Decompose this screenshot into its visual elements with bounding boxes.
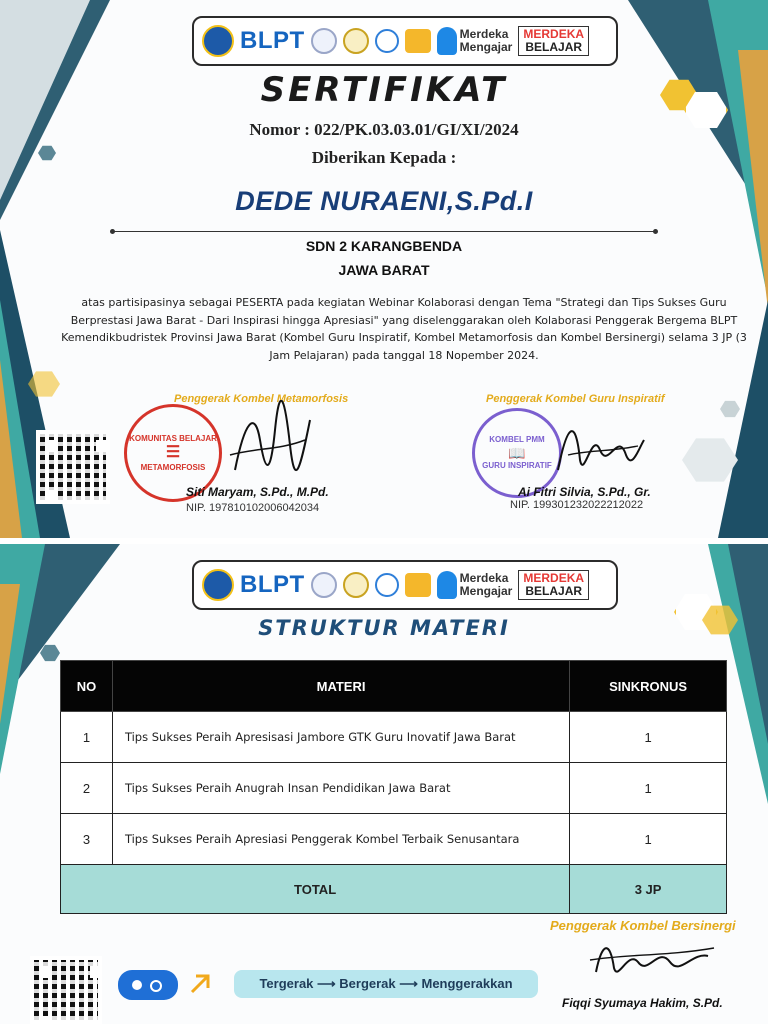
row-materi: Tips Sukses Peraih Apresisasi Jambore GTK Guru Inovatif Jawa Barat (112, 712, 569, 763)
recipient-name: DEDE NURAENI,S.Pd.I (235, 186, 533, 216)
province-name: JAWA BARAT (338, 262, 430, 278)
signature-2 (548, 410, 648, 490)
kombel-logo-1 (311, 28, 337, 54)
row-materi: Tips Sukses Peraih Anugrah Insan Pendidikan Jawa Barat (112, 763, 569, 814)
certificate-number: Nomor : 022/PK.03.03.01/GI/XI/2024 (249, 120, 519, 139)
row-no: 3 (61, 814, 113, 865)
materi-page (0, 544, 768, 1024)
logo-bar-2 (192, 560, 618, 610)
table-header-row (61, 661, 727, 712)
total-row (61, 865, 727, 914)
kombel-logo-2 (343, 572, 369, 598)
tut-wuri-handayani-logo (202, 569, 234, 601)
merdeka-mengajar-logo: Merdeka Mengajar (437, 27, 513, 55)
signature-1 (225, 400, 315, 482)
column-header-no: NO (61, 661, 113, 712)
total-label: TOTAL (61, 865, 570, 914)
column-header-materi: MATERI (112, 661, 569, 712)
row-sinkronus: 1 (570, 712, 727, 763)
kombel-logo-1 (311, 572, 337, 598)
signatory-3-name: Fiqqi Syumaya Hakim, S.Pd. (562, 996, 723, 1010)
signatory-2-role: Penggerak Kombel Guru Inspiratif (486, 393, 665, 405)
struktur-materi-title: STRUKTUR MATERI (258, 616, 510, 640)
materi-table (60, 660, 727, 914)
qr-code-2[interactable] (30, 956, 102, 1024)
kombel-logo-3 (375, 29, 399, 53)
merdeka-mengajar-icon (437, 571, 457, 599)
qr-code[interactable] (36, 430, 110, 504)
row-materi: Tips Sukses Peraih Apresiasi Penggerak Kombel Terbaik Senusantara (112, 814, 569, 865)
total-value: 3 JP (570, 865, 727, 914)
row-no: 2 (61, 763, 113, 814)
table-row (61, 712, 727, 763)
row-no: 1 (61, 712, 113, 763)
tut-wuri-handayani-logo (202, 25, 234, 57)
kombel-logo-2 (343, 28, 369, 54)
kombel-logo-4 (405, 29, 431, 53)
blpt-logo: BLPT (240, 571, 305, 598)
signatory-1-role: Penggerak Kombel Metamorfosis (174, 393, 349, 405)
kombel-logo-4 (405, 573, 431, 597)
blpt-logo: BLPT (240, 27, 305, 54)
certificate-title: SERTIFIKAT (260, 70, 508, 110)
kombel-logo-3 (375, 573, 399, 597)
logo-bar (192, 16, 618, 66)
slogan-banner: Tergerak ⟶ Bergerak ⟶ Menggerakkan (234, 970, 538, 998)
school-name: SDN 2 KARANGBENDA (305, 238, 463, 254)
merdeka-belajar-logo: MERDEKA BELAJAR (518, 26, 589, 55)
table-row (61, 814, 727, 865)
signatory-1-nip: NIP. 197810102006042034 (186, 502, 320, 514)
signatory-1-name: Siti Maryam, S.Pd., M.Pd. (186, 485, 329, 499)
merdeka-mengajar-logo: Merdeka Mengajar (437, 571, 513, 599)
signature-3 (588, 932, 718, 992)
arrow-up-right-icon (188, 972, 212, 996)
toggle-icon (118, 970, 178, 1000)
certificate-body: atas partisipasinya sebagai PESERTA pada kegiatan Webinar Kolaborasi dengan Tema "Strategi dan Tips Sukses Guru Berprestasi Jawa Barat - Dari Inspirasi hingga Apresiasi" yang diselenggarakan oleh Kolaborasi Penggerak Bergema BLPT Kemendikbudristek Provinsi Jawa Barat (Kombel Guru Inspiratif, Kombel Metamorfosis dan Kombel Bersinergi) selama 3 JP (3 Jam Pelajaran) pada tanggal 18 Nopember 2024. (61, 296, 747, 362)
signatory-3-role: Penggerak Kombel Bersinergi (550, 918, 736, 933)
stamp-kombel-pmm: KOMBEL PMM 📖 GURU INSPIRATIF (472, 408, 562, 498)
name-divider (112, 231, 656, 232)
table-row (61, 763, 727, 814)
row-sinkronus: 1 (570, 763, 727, 814)
signatory-2-name: Ai Fitri Silvia, S.Pd., Gr. (518, 485, 651, 499)
merdeka-belajar-logo: MERDEKA BELAJAR (518, 570, 589, 599)
row-sinkronus: 1 (570, 814, 727, 865)
stamp-komunitas-belajar: KOMUNITAS BELAJAR ☰ METAMORFOSIS (124, 404, 222, 502)
column-header-sinkronus: SINKRONUS (570, 661, 727, 712)
given-to-label: Diberikan Kepada : (311, 148, 457, 167)
merdeka-mengajar-icon (437, 27, 457, 55)
signatory-2-nip: NIP. 199301232022212022 (510, 499, 644, 511)
